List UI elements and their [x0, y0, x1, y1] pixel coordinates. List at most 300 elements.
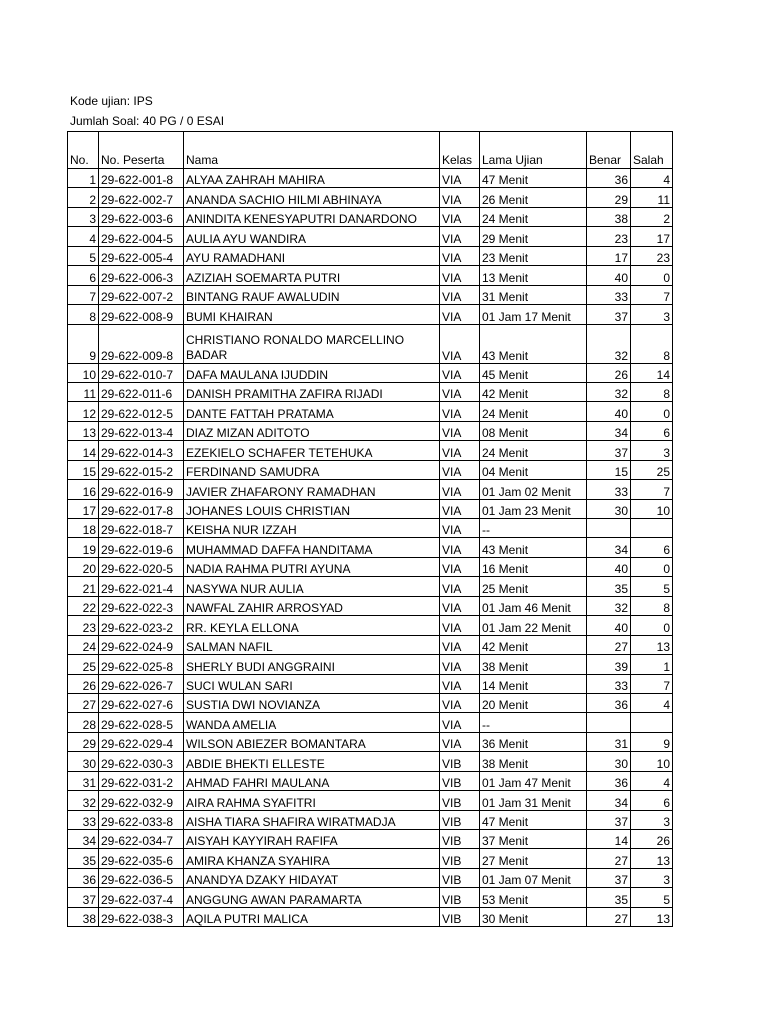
col-no: No.: [68, 132, 99, 169]
table-row: [68, 207, 673, 226]
cell-lama: 13 Menit: [480, 266, 587, 285]
cell-peserta: 29-622-019-6: [99, 538, 184, 557]
cell-kelas: VIA: [440, 169, 480, 188]
cell-nama: AISYAH KAYYIRAH RAFIFA: [184, 830, 440, 849]
cell-salah: 0: [631, 557, 673, 576]
cell-nama: AZIZIAH SOEMARTA PUTRI: [184, 266, 440, 285]
cell-no: 29: [68, 732, 99, 751]
cell-peserta: 29-622-037-4: [99, 888, 184, 907]
cell-benar: 26: [587, 363, 631, 382]
table-row: [68, 752, 673, 771]
cell-benar: 31: [587, 732, 631, 751]
cell-nama: AQILA PUTRI MALICA: [184, 907, 440, 926]
cell-lama: 24 Menit: [480, 207, 587, 226]
cell-benar: 14: [587, 830, 631, 849]
cell-nama: ALYAA ZAHRAH MAHIRA: [184, 169, 440, 188]
cell-benar: 35: [587, 577, 631, 596]
cell-kelas: VIA: [440, 538, 480, 557]
table-row: [68, 596, 673, 615]
cell-nama: AULIA AYU WANDIRA: [184, 227, 440, 246]
cell-kelas: VIA: [440, 402, 480, 421]
table-row: [68, 169, 673, 188]
cell-salah: 8: [631, 596, 673, 615]
cell-lama: 01 Jam 07 Menit: [480, 868, 587, 887]
col-kelas: Kelas: [440, 132, 480, 169]
cell-salah: 6: [631, 421, 673, 440]
cell-lama: 43 Menit: [480, 538, 587, 557]
cell-peserta: 29-622-030-3: [99, 752, 184, 771]
cell-no: 25: [68, 655, 99, 674]
cell-kelas: VIA: [440, 188, 480, 207]
cell-kelas: VIA: [440, 460, 480, 479]
cell-lama: 45 Menit: [480, 363, 587, 382]
table-row: [68, 499, 673, 518]
cell-peserta: 29-622-022-3: [99, 596, 184, 615]
cell-no: 9: [68, 324, 99, 363]
table-row: [68, 402, 673, 421]
cell-kelas: VIA: [440, 421, 480, 440]
table-row: [68, 441, 673, 460]
table-row: [68, 616, 673, 635]
cell-no: 38: [68, 907, 99, 926]
cell-salah: 7: [631, 674, 673, 693]
cell-benar: 30: [587, 752, 631, 771]
cell-salah: 4: [631, 771, 673, 790]
cell-benar: 37: [587, 305, 631, 324]
cell-peserta: 29-622-011-6: [99, 382, 184, 401]
cell-salah: 0: [631, 616, 673, 635]
table-row: [68, 907, 673, 926]
cell-kelas: VIA: [440, 635, 480, 654]
table-row: [68, 577, 673, 596]
cell-lama: 23 Menit: [480, 246, 587, 265]
cell-kelas: VIB: [440, 771, 480, 790]
cell-lama: --: [480, 713, 587, 732]
cell-nama: JAVIER ZHAFARONY RAMADHAN: [184, 480, 440, 499]
cell-kelas: VIA: [440, 732, 480, 751]
cell-no: 27: [68, 693, 99, 712]
cell-benar: 23: [587, 227, 631, 246]
cell-nama: WANDA AMELIA: [184, 713, 440, 732]
cell-no: 26: [68, 674, 99, 693]
cell-kelas: VIB: [440, 849, 480, 868]
cell-salah: 7: [631, 285, 673, 304]
cell-lama: 14 Menit: [480, 674, 587, 693]
cell-no: 7: [68, 285, 99, 304]
cell-salah: 4: [631, 169, 673, 188]
cell-kelas: VIA: [440, 441, 480, 460]
cell-no: 36: [68, 868, 99, 887]
table-row: [68, 868, 673, 887]
cell-peserta: 29-622-002-7: [99, 188, 184, 207]
cell-peserta: 29-622-015-2: [99, 460, 184, 479]
cell-kelas: VIA: [440, 577, 480, 596]
cell-peserta: 29-622-004-5: [99, 227, 184, 246]
cell-nama: JOHANES LOUIS CHRISTIAN: [184, 499, 440, 518]
cell-no: 3: [68, 207, 99, 226]
cell-salah: 3: [631, 305, 673, 324]
cell-benar: [587, 519, 631, 538]
cell-lama: 01 Jam 22 Menit: [480, 616, 587, 635]
table-row: [68, 285, 673, 304]
cell-no: 10: [68, 363, 99, 382]
cell-no: 34: [68, 830, 99, 849]
cell-salah: 26: [631, 830, 673, 849]
cell-no: 15: [68, 460, 99, 479]
cell-kelas: VIB: [440, 888, 480, 907]
question-count: Jumlah Soal: 40 PG / 0 ESAI: [70, 114, 225, 128]
header-row: [68, 132, 673, 169]
cell-nama: AMIRA KHANZA SYAHIRA: [184, 849, 440, 868]
cell-nama: NAWFAL ZAHIR ARROSYAD: [184, 596, 440, 615]
cell-nama: DIAZ MIZAN ADITOTO: [184, 421, 440, 440]
cell-lama: 42 Menit: [480, 635, 587, 654]
cell-salah: 3: [631, 441, 673, 460]
table-row: [68, 246, 673, 265]
cell-benar: 40: [587, 557, 631, 576]
cell-lama: --: [480, 519, 587, 538]
table-row: [68, 519, 673, 538]
cell-benar: 40: [587, 402, 631, 421]
cell-lama: 29 Menit: [480, 227, 587, 246]
cell-peserta: 29-622-033-8: [99, 810, 184, 829]
cell-lama: 36 Menit: [480, 732, 587, 751]
cell-kelas: VIA: [440, 227, 480, 246]
cell-benar: 27: [587, 635, 631, 654]
cell-salah: 5: [631, 888, 673, 907]
cell-benar: 15: [587, 460, 631, 479]
table-row: [68, 227, 673, 246]
cell-salah: [631, 519, 673, 538]
cell-salah: 25: [631, 460, 673, 479]
col-lama: Lama Ujian: [480, 132, 587, 169]
cell-no: 21: [68, 577, 99, 596]
results-table: [67, 131, 673, 927]
cell-lama: 01 Jam 17 Menit: [480, 305, 587, 324]
table-row: [68, 305, 673, 324]
table-row: [68, 674, 673, 693]
cell-kelas: VIA: [440, 713, 480, 732]
cell-lama: 01 Jam 31 Menit: [480, 791, 587, 810]
cell-kelas: VIB: [440, 752, 480, 771]
table-body: [68, 169, 673, 927]
cell-salah: 13: [631, 849, 673, 868]
cell-lama: 25 Menit: [480, 577, 587, 596]
cell-kelas: VIA: [440, 285, 480, 304]
cell-peserta: 29-622-018-7: [99, 519, 184, 538]
cell-salah: 5: [631, 577, 673, 596]
cell-no: 1: [68, 169, 99, 188]
cell-kelas: VIA: [440, 305, 480, 324]
cell-salah: 0: [631, 402, 673, 421]
cell-nama: DANTE FATTAH PRATAMA: [184, 402, 440, 421]
cell-nama: EZEKIELO SCHAFER TETEHUKA: [184, 441, 440, 460]
table-row: [68, 382, 673, 401]
cell-lama: 01 Jam 47 Menit: [480, 771, 587, 790]
cell-lama: 47 Menit: [480, 810, 587, 829]
col-salah: Salah: [631, 132, 673, 169]
cell-salah: 10: [631, 499, 673, 518]
cell-no: 6: [68, 266, 99, 285]
cell-no: 4: [68, 227, 99, 246]
cell-peserta: 29-622-023-2: [99, 616, 184, 635]
cell-no: 20: [68, 557, 99, 576]
cell-kelas: VIB: [440, 868, 480, 887]
table-row: [68, 266, 673, 285]
cell-peserta: 29-622-014-3: [99, 441, 184, 460]
cell-kelas: VIB: [440, 830, 480, 849]
cell-peserta: 29-622-010-7: [99, 363, 184, 382]
cell-peserta: 29-622-013-4: [99, 421, 184, 440]
cell-nama: ABDIE BHEKTI ELLESTE: [184, 752, 440, 771]
cell-nama: ANANDYA DZAKY HIDAYAT: [184, 868, 440, 887]
cell-kelas: VIA: [440, 382, 480, 401]
cell-salah: 9: [631, 732, 673, 751]
cell-benar: 36: [587, 771, 631, 790]
table-row: [68, 888, 673, 907]
cell-lama: 37 Menit: [480, 830, 587, 849]
cell-salah: 17: [631, 227, 673, 246]
cell-nama: NADIA RAHMA PUTRI AYUNA: [184, 557, 440, 576]
cell-benar: 40: [587, 266, 631, 285]
cell-benar: 36: [587, 169, 631, 188]
cell-peserta: 29-622-036-5: [99, 868, 184, 887]
cell-lama: 53 Menit: [480, 888, 587, 907]
cell-nama: DAFA MAULANA IJUDDIN: [184, 363, 440, 382]
cell-peserta: 29-622-017-8: [99, 499, 184, 518]
cell-nama: BUMI KHAIRAN: [184, 305, 440, 324]
cell-salah: 0: [631, 266, 673, 285]
cell-no: 13: [68, 421, 99, 440]
cell-nama: ANINDITA KENESYAPUTRI DANARDONO: [184, 207, 440, 226]
cell-salah: 11: [631, 188, 673, 207]
cell-nama: MUHAMMAD DAFFA HANDITAMA: [184, 538, 440, 557]
cell-benar: 34: [587, 421, 631, 440]
cell-kelas: VIA: [440, 246, 480, 265]
cell-salah: 8: [631, 382, 673, 401]
cell-benar: 32: [587, 596, 631, 615]
cell-no: 32: [68, 791, 99, 810]
cell-no: 8: [68, 305, 99, 324]
cell-peserta: 29-622-027-6: [99, 693, 184, 712]
col-benar: Benar: [587, 132, 631, 169]
table-row: [68, 810, 673, 829]
cell-kelas: VIA: [440, 324, 480, 363]
table-row: [68, 538, 673, 557]
cell-nama: RR. KEYLA ELLONA: [184, 616, 440, 635]
cell-salah: 13: [631, 907, 673, 926]
cell-nama: WILSON ABIEZER BOMANTARA: [184, 732, 440, 751]
cell-benar: 37: [587, 810, 631, 829]
cell-salah: 6: [631, 538, 673, 557]
cell-salah: 4: [631, 693, 673, 712]
cell-peserta: 29-622-024-9: [99, 635, 184, 654]
cell-no: 16: [68, 480, 99, 499]
cell-nama: SHERLY BUDI ANGGRAINI: [184, 655, 440, 674]
cell-kelas: VIA: [440, 693, 480, 712]
cell-peserta: 29-622-001-8: [99, 169, 184, 188]
cell-salah: 14: [631, 363, 673, 382]
cell-lama: 38 Menit: [480, 752, 587, 771]
cell-benar: 27: [587, 907, 631, 926]
cell-peserta: 29-622-031-2: [99, 771, 184, 790]
cell-lama: 20 Menit: [480, 693, 587, 712]
cell-lama: 30 Menit: [480, 907, 587, 926]
cell-nama: SUSTIA DWI NOVIANZA: [184, 693, 440, 712]
cell-nama: FERDINAND SAMUDRA: [184, 460, 440, 479]
cell-no: 5: [68, 246, 99, 265]
cell-no: 2: [68, 188, 99, 207]
cell-benar: 39: [587, 655, 631, 674]
cell-peserta: 29-622-005-4: [99, 246, 184, 265]
cell-lama: 01 Jam 02 Menit: [480, 480, 587, 499]
table-row: [68, 655, 673, 674]
table-row: [68, 791, 673, 810]
cell-salah: 6: [631, 791, 673, 810]
cell-nama: SALMAN NAFIL: [184, 635, 440, 654]
cell-peserta: 29-622-007-2: [99, 285, 184, 304]
cell-salah: 2: [631, 207, 673, 226]
cell-nama: ANGGUNG AWAN PARAMARTA: [184, 888, 440, 907]
cell-peserta: 29-622-025-8: [99, 655, 184, 674]
cell-lama: 31 Menit: [480, 285, 587, 304]
table-row: [68, 188, 673, 207]
cell-benar: [587, 713, 631, 732]
cell-salah: 3: [631, 868, 673, 887]
cell-no: 12: [68, 402, 99, 421]
cell-lama: 01 Jam 23 Menit: [480, 499, 587, 518]
cell-no: 24: [68, 635, 99, 654]
cell-peserta: 29-622-029-4: [99, 732, 184, 751]
cell-no: 14: [68, 441, 99, 460]
cell-lama: 04 Menit: [480, 460, 587, 479]
cell-salah: 8: [631, 324, 673, 363]
table-row: [68, 713, 673, 732]
cell-nama: AYU RAMADHANI: [184, 246, 440, 265]
cell-benar: 35: [587, 888, 631, 907]
cell-kelas: VIA: [440, 616, 480, 635]
table-row: [68, 693, 673, 712]
cell-peserta: 29-622-034-7: [99, 830, 184, 849]
cell-benar: 33: [587, 285, 631, 304]
exam-code: Kode ujian: IPS: [70, 94, 153, 108]
cell-no: 19: [68, 538, 99, 557]
cell-salah: 7: [631, 480, 673, 499]
cell-benar: 32: [587, 382, 631, 401]
cell-no: 37: [68, 888, 99, 907]
cell-benar: 36: [587, 693, 631, 712]
cell-kelas: VIA: [440, 519, 480, 538]
cell-no: 33: [68, 810, 99, 829]
cell-benar: 34: [587, 538, 631, 557]
cell-peserta: 29-622-026-7: [99, 674, 184, 693]
table-row: [68, 732, 673, 751]
table-row: [68, 557, 673, 576]
cell-lama: 38 Menit: [480, 655, 587, 674]
cell-no: 18: [68, 519, 99, 538]
cell-lama: 26 Menit: [480, 188, 587, 207]
cell-nama: AHMAD FAHRI MAULANA: [184, 771, 440, 790]
cell-benar: 40: [587, 616, 631, 635]
cell-lama: 27 Menit: [480, 849, 587, 868]
cell-nama: KEISHA NUR IZZAH: [184, 519, 440, 538]
cell-peserta: 29-622-035-6: [99, 849, 184, 868]
cell-kelas: VIA: [440, 499, 480, 518]
cell-no: 17: [68, 499, 99, 518]
cell-no: 28: [68, 713, 99, 732]
table-row: [68, 480, 673, 499]
table-row: [68, 460, 673, 479]
cell-salah: 1: [631, 655, 673, 674]
cell-no: 23: [68, 616, 99, 635]
cell-kelas: VIB: [440, 791, 480, 810]
cell-peserta: 29-622-032-9: [99, 791, 184, 810]
cell-benar: 34: [587, 791, 631, 810]
cell-lama: 08 Menit: [480, 421, 587, 440]
cell-peserta: 29-622-012-5: [99, 402, 184, 421]
cell-nama: BINTANG RAUF AWALUDIN: [184, 285, 440, 304]
cell-kelas: VIA: [440, 596, 480, 615]
cell-benar: 30: [587, 499, 631, 518]
cell-nama: ANANDA SACHIO HILMI ABHINAYA: [184, 188, 440, 207]
cell-no: 30: [68, 752, 99, 771]
cell-nama: AIRA RAHMA SYAFITRI: [184, 791, 440, 810]
cell-salah: 13: [631, 635, 673, 654]
cell-kelas: VIA: [440, 655, 480, 674]
col-nama: Nama: [184, 132, 440, 169]
cell-nama: NASYWA NUR AULIA: [184, 577, 440, 596]
cell-kelas: VIA: [440, 363, 480, 382]
cell-peserta: 29-622-020-5: [99, 557, 184, 576]
cell-peserta: 29-622-008-9: [99, 305, 184, 324]
cell-benar: 32: [587, 324, 631, 363]
cell-nama: SUCI WULAN SARI: [184, 674, 440, 693]
cell-peserta: 29-622-009-8: [99, 324, 184, 363]
cell-benar: 33: [587, 674, 631, 693]
cell-benar: 17: [587, 246, 631, 265]
cell-kelas: VIA: [440, 207, 480, 226]
cell-benar: 29: [587, 188, 631, 207]
cell-no: 35: [68, 849, 99, 868]
cell-benar: 38: [587, 207, 631, 226]
cell-no: 22: [68, 596, 99, 615]
cell-peserta: 29-622-021-4: [99, 577, 184, 596]
cell-lama: 24 Menit: [480, 402, 587, 421]
cell-kelas: VIA: [440, 557, 480, 576]
cell-lama: 43 Menit: [480, 324, 587, 363]
cell-kelas: VIA: [440, 266, 480, 285]
cell-peserta: 29-622-038-3: [99, 907, 184, 926]
cell-lama: 24 Menit: [480, 441, 587, 460]
cell-salah: 10: [631, 752, 673, 771]
table-row: [68, 849, 673, 868]
col-peserta: No. Peserta: [99, 132, 184, 169]
table-row: [68, 363, 673, 382]
cell-salah: 23: [631, 246, 673, 265]
cell-kelas: VIB: [440, 907, 480, 926]
cell-peserta: 29-622-003-6: [99, 207, 184, 226]
cell-peserta: 29-622-016-9: [99, 480, 184, 499]
cell-lama: 16 Menit: [480, 557, 587, 576]
table-row: [68, 324, 673, 363]
cell-salah: 3: [631, 810, 673, 829]
cell-nama: DANISH PRAMITHA ZAFIRA RIJADI: [184, 382, 440, 401]
cell-benar: 37: [587, 868, 631, 887]
cell-kelas: VIB: [440, 810, 480, 829]
cell-benar: 27: [587, 849, 631, 868]
cell-salah: [631, 713, 673, 732]
cell-lama: 42 Menit: [480, 382, 587, 401]
